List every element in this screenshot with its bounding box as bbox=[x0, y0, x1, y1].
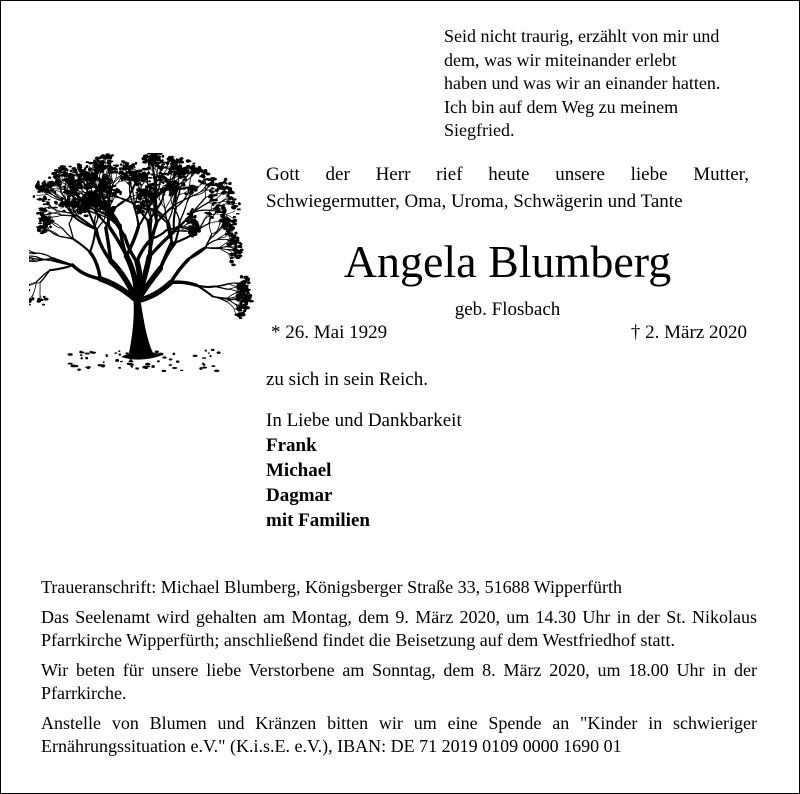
mourning-address: Traueranschrift: Michael Blumberg, Königsberger Straße 33, 51688 Wipperfürth bbox=[41, 577, 622, 597]
family-member: Frank bbox=[266, 435, 317, 456]
family-member: Michael bbox=[266, 460, 332, 481]
poem-line: dem, was wir miteinander erlebt bbox=[444, 49, 677, 70]
intro-line: Schwiegermutter, Oma, Uroma, Schwägerin und Tante bbox=[266, 191, 683, 212]
closing-phrase: zu sich in sein Reich. bbox=[266, 369, 428, 390]
requiem-info: Das Seelenamt wird gehalten am Montag, dem 9. März 2020, um 14.30 Uhr in der St. Nikolaus Pfarrkirche Wipperfürth; anschließend findet die Beisetzung auf dem Westfriedhof statt. bbox=[41, 606, 757, 650]
intro-line: Gott der Herr rief heute unsere liebe Mutter, bbox=[266, 164, 749, 185]
poem-line: Siegfried. bbox=[444, 120, 515, 140]
poem-line: haben und was wir an einander hatten. bbox=[444, 73, 721, 93]
prayer-info: Wir beten für unsere liebe Verstorbene am Sonntag, dem 8. März 2020, um 18.00 Uhr in der Pfarrkirche. bbox=[41, 659, 757, 703]
birth-date: * 26. Mai 1929 bbox=[271, 322, 388, 343]
poem bbox=[444, 25, 784, 143]
family-member: Dagmar bbox=[266, 485, 333, 506]
poem-line: Ich bin auf dem Weg zu meinem bbox=[444, 96, 679, 117]
intro-text bbox=[266, 161, 749, 215]
funeral-details bbox=[41, 576, 757, 765]
poem-line: Seid nicht traurig, erzählt von mir und bbox=[444, 26, 720, 46]
tree-icon bbox=[29, 153, 257, 381]
family-intro: In Liebe und Dankbarkeit bbox=[266, 410, 462, 431]
donation-info: Anstelle von Blumen und Kränzen bitten wir um eine Spende an "Kinder in schwieriger Ernährungssituation e.V." (K.i.s.E. e.V.), IBAN: DE 71 2019 0109 0000 1690 01 bbox=[41, 712, 757, 756]
maiden-name: geb. Flosbach bbox=[454, 299, 561, 320]
family-member: mit Familien bbox=[266, 510, 370, 531]
deceased-name: Angela Blumberg bbox=[343, 236, 672, 287]
death-date: † 2. März 2020 bbox=[630, 322, 747, 343]
family-signature bbox=[266, 408, 462, 533]
